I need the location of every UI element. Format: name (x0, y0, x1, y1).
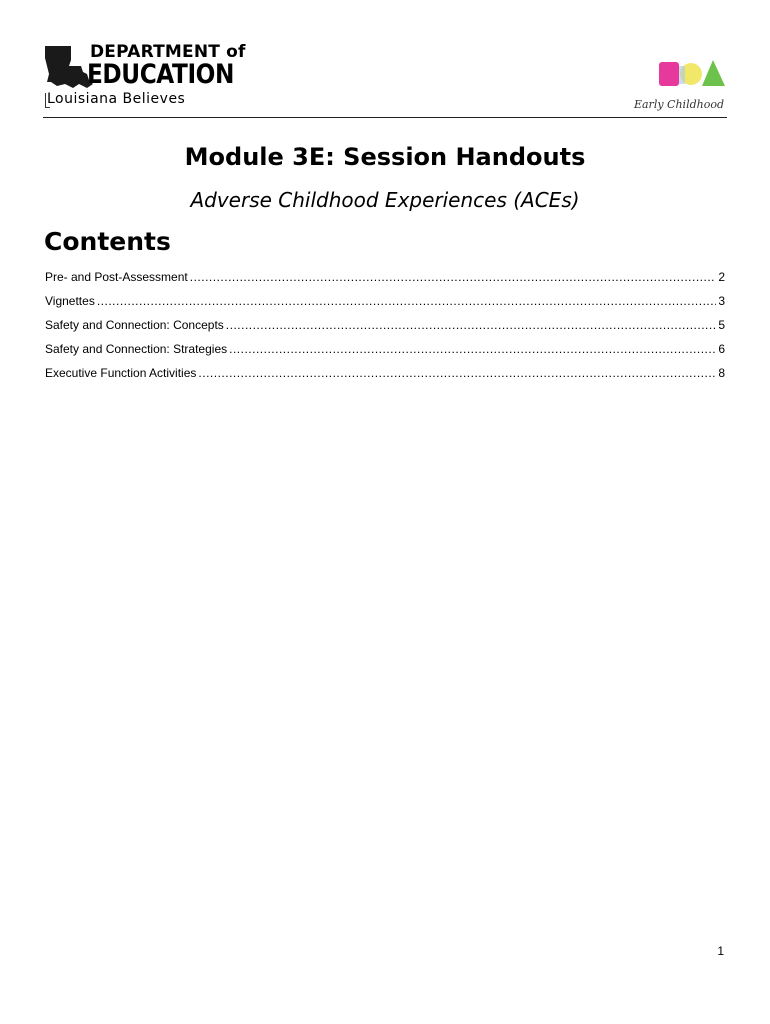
page-header (43, 40, 727, 118)
page-number: 1 (717, 944, 724, 958)
agency-tagline: Louisiana Believes (47, 91, 186, 107)
contents-heading: Contents (44, 227, 171, 256)
toc-dot-leader (198, 366, 716, 380)
document-subtitle: Adverse Childhood Experiences (ACEs) (190, 188, 580, 212)
early-childhood-logo (633, 54, 727, 118)
toc-entry-executive-function-activities[interactable] (45, 366, 725, 390)
toc-entry-page: 5 (718, 318, 725, 332)
toc-entry-page: 6 (718, 342, 725, 356)
toc-dot-leader (190, 270, 717, 284)
toc-entry-page: 3 (718, 294, 725, 308)
toc-entry-safety-connection-strategies[interactable] (45, 342, 725, 366)
toc-entry-pre-post-assessment[interactable] (45, 270, 725, 294)
toc-entry-title: Vignettes (45, 294, 95, 308)
agency-name-line1: DEPARTMENT of (90, 42, 246, 62)
toc-entry-vignettes[interactable] (45, 294, 725, 318)
toc-entry-safety-connection-concepts[interactable] (45, 318, 725, 342)
toc-entry-title: Pre- and Post-Assessment (45, 270, 188, 284)
document-title: Module 3E: Session Handouts (184, 143, 586, 171)
toc-dot-leader (229, 342, 716, 356)
toc-entry-title: Executive Function Activities (45, 366, 197, 380)
toc-dot-leader (97, 294, 716, 308)
early-childhood-shapes-icon (655, 54, 727, 94)
toc-entry-page: 8 (718, 366, 725, 380)
table-of-contents (45, 270, 725, 390)
toc-entry-title: Safety and Connection: Strategies (45, 342, 228, 356)
header-divider (43, 117, 727, 118)
department-of-education-logo (43, 40, 246, 112)
toc-dot-leader (226, 318, 717, 332)
toc-entry-page: 2 (718, 270, 725, 284)
toc-entry-title: Safety and Connection: Concepts (45, 318, 224, 332)
early-childhood-wordmark: Early Childhood (633, 98, 724, 111)
agency-name-line2: EDUCATION (87, 59, 234, 90)
